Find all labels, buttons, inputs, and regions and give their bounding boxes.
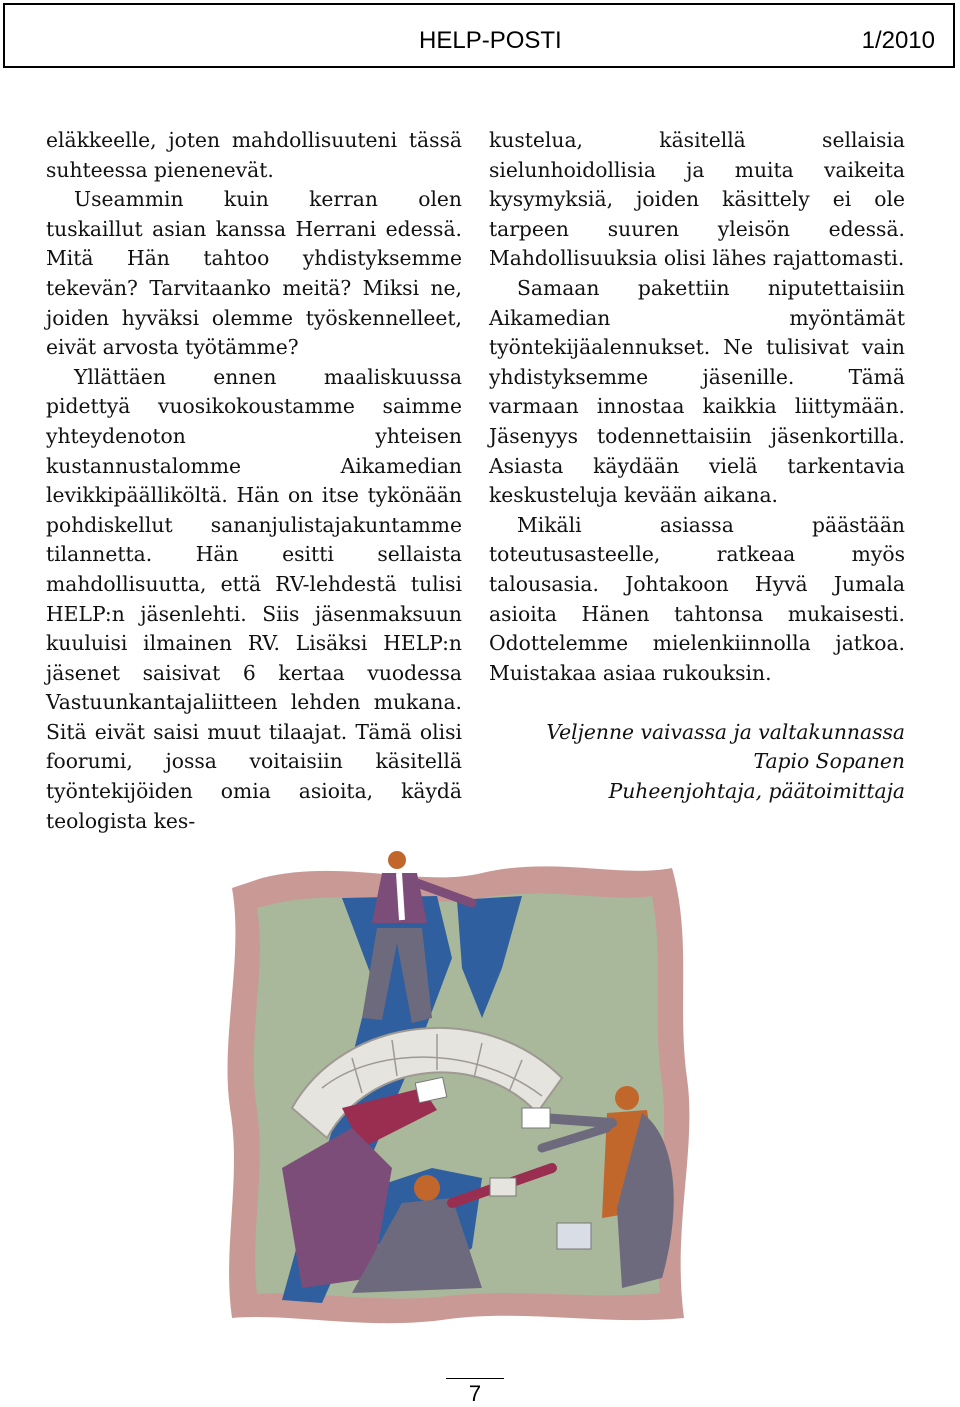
paragraph: eläkkeelle, joten mahdollisuuteni tässä suhteessa pienenevät. bbox=[46, 128, 462, 182]
paragraph: Samaan pakettiin niputettaisiin Aikamedian myöntämät työntekijäalennukset. Ne tulisivat vain yhdistyksemme jäsenille. Tämä varmaan innostaa kaikkia liittymään. Jäsenyys todennettaisiin jäsenkortilla. Asiasta käydään vielä tarkentavia keskusteluja kevään aikana. bbox=[489, 275, 905, 508]
page-header bbox=[3, 3, 955, 68]
signature-role: Puheenjohtaja, päätoimittaja bbox=[608, 779, 905, 804]
signature-name: Tapio Sopanen bbox=[753, 749, 905, 774]
publication-title: HELP-POSTI bbox=[419, 27, 562, 54]
paragraph: Yllättäen ennen maaliskuussa pidettyä vuosikokoustamme saimme yhteydenoton yhteisen kustannustalomme Aikamedian levikkipäälliköltä. Hän on itse tykönään pohdiskellut sananjulistajakuntamme tilannetta. Hän esitti sellaista mahdollisuutta, että RV-lehdestä tulisi HELP:n jäsenlehti. Siis jäsenmaksuun kuuluisi ilmainen RV. Lisäksi HELP:n jäsenet saisivat 6 kertaa vuodessa Vastuunkantajaliitteen lehden mukana. Sitä eivät saisi muut tilaajat. Tämä olisi foorumi, jossa voitaisiin käsitellä työntekijöiden omia asioita, käydä teologista kes- bbox=[46, 364, 462, 833]
article-left-column bbox=[46, 126, 462, 836]
paragraph: Mikäli asiassa päästään toteutusasteelle, ratkeaa myös talousasia. Johtakoon Hyvä Jumala asioita Hänen tahtonsa mukaisesti. Odottelemme mielenkiinnolla jatkoa. Muistakaa asiaa rukouksin. bbox=[489, 512, 905, 685]
article-right-column bbox=[489, 126, 905, 807]
issue-number: 1/2010 bbox=[861, 27, 935, 54]
bridge-builders-illustration bbox=[222, 848, 692, 1330]
signature-greeting: Veljenne vaivassa ja valtakunnassa bbox=[546, 719, 905, 744]
paragraph: Useammin kuin kerran olen tuskaillut asian kanssa Herrani edessä. Mitä Hän tahtoo yhdistyksemme tekevän? Tarvitaanko meitä? Miksi ne, joiden hyväksi olemme työskennelleet, eivät arvosta työtämme? bbox=[46, 187, 462, 360]
signature-block bbox=[489, 718, 905, 807]
paragraph: kustelua, käsitellä sellaisia sielunhoidollisia ja muita vaikeita kysymyksiä, joiden käsittely ei ole tarpeen suuren yleisön edessä. Mahdollisuuksia olisi lähes rajattomasti. bbox=[489, 128, 905, 271]
page-number: 7 bbox=[446, 1378, 504, 1407]
